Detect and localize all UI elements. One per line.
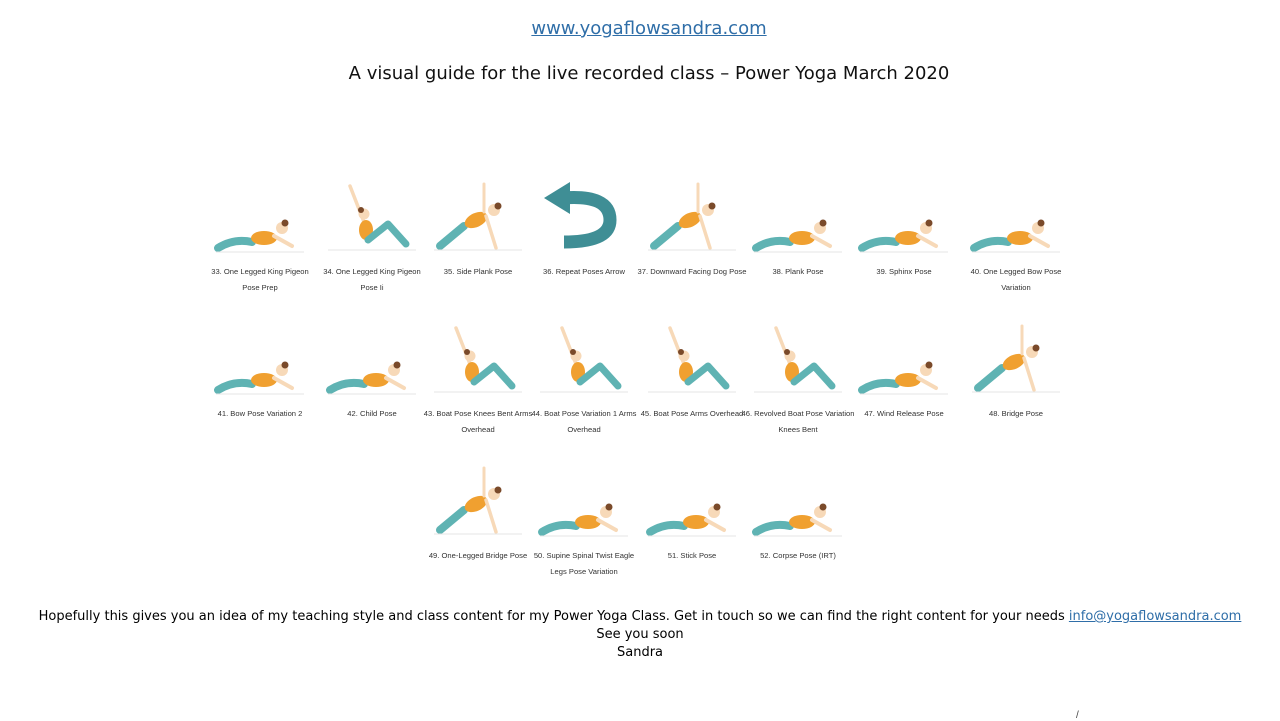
pose-caption: 40. One Legged Bow Pose Variation xyxy=(970,267,1062,292)
bridge-figure xyxy=(968,322,1064,402)
downward-dog-figure xyxy=(644,180,740,260)
wind-release-figure xyxy=(856,322,952,402)
pose-caption: 42. Child Pose xyxy=(347,409,397,418)
side-plank-figure xyxy=(430,180,526,260)
pose-36 xyxy=(526,180,642,280)
boat-variation-figure xyxy=(536,322,632,402)
pose-34 xyxy=(314,180,430,296)
pose-caption: 45. Boat Pose Arms Overhead xyxy=(640,409,744,418)
supine-twist-figure xyxy=(536,464,632,544)
site-link[interactable]: www.yogaflowsandra.com xyxy=(531,18,767,39)
boat-arms-overhead-figure xyxy=(644,322,740,402)
pose-caption: 44. Boat Pose Variation 1 Arms Overhead xyxy=(531,409,637,434)
pose-caption: 43. Boat Pose Knees Bent Arms Overhead xyxy=(423,409,533,434)
pose-caption: 52. Corpse Pose (IRT) xyxy=(760,551,836,560)
pose-44 xyxy=(526,322,642,438)
pose-38 xyxy=(740,180,856,280)
child-pose-figure xyxy=(324,322,420,402)
one-legged-bow-figure xyxy=(968,180,1064,260)
one-legged-king-pigeon-ii-figure xyxy=(324,180,420,260)
pose-caption: 36. Repeat Poses Arrow xyxy=(543,267,625,276)
email-link[interactable]: info@yogaflowsandra.com xyxy=(1068,609,1242,624)
footer-message: Hopefully this gives you an idea of my teaching style and class content for my Power Yoga Class. Get in touch so we can find the right content for your needs xyxy=(38,609,1069,624)
pose-caption: 35. Side Plank Pose xyxy=(443,267,513,276)
pose-45 xyxy=(634,322,750,422)
pose-caption: 49. One-Legged Bridge Pose xyxy=(428,551,528,560)
pose-caption: 38. Plank Pose xyxy=(772,267,824,276)
pose-caption: 37. Downward Facing Dog Pose xyxy=(637,267,747,276)
one-legged-bridge-figure xyxy=(430,464,526,544)
pose-caption: 50. Supine Spinal Twist Eagle Legs Pose Variation xyxy=(533,551,635,576)
pose-50 xyxy=(526,464,642,580)
pose-caption: 34. One Legged King Pigeon Pose Ii xyxy=(323,267,421,292)
bow-variation-figure xyxy=(212,322,308,402)
pose-43 xyxy=(420,322,536,438)
footer xyxy=(0,608,1280,662)
pose-49 xyxy=(420,464,536,564)
pose-41 xyxy=(202,322,318,422)
pose-47 xyxy=(846,322,962,422)
pose-52 xyxy=(740,464,856,564)
revolved-boat-figure xyxy=(750,322,846,402)
footer-see-you: See you soon xyxy=(596,627,684,642)
boat-knees-bent-figure xyxy=(430,322,526,402)
pose-46 xyxy=(740,322,856,438)
pose-48 xyxy=(958,322,1074,422)
pose-caption: 51. Stick Pose xyxy=(667,551,717,560)
pose-40 xyxy=(958,180,1074,296)
pose-37 xyxy=(634,180,750,280)
sphinx-figure xyxy=(856,180,952,260)
pose-39 xyxy=(846,180,962,280)
corner-mark: / xyxy=(1076,710,1079,721)
pose-51 xyxy=(634,464,750,564)
pose-33 xyxy=(202,180,318,296)
footer-message-line xyxy=(0,608,1280,626)
page-subtitle: A visual guide for the live recorded class – Power Yoga March 2020 xyxy=(348,63,950,84)
corpse-pose-figure xyxy=(750,464,846,544)
footer-signature: Sandra xyxy=(616,645,664,660)
pose-caption: 33. One Legged King Pigeon Pose Prep xyxy=(211,267,309,292)
plank-figure xyxy=(750,180,846,260)
one-legged-king-pigeon-prep-figure xyxy=(212,180,308,260)
pose-caption: 41. Bow Pose Variation 2 xyxy=(217,409,303,418)
repeat-arrow-icon xyxy=(536,180,632,260)
pose-42 xyxy=(314,322,430,422)
pose-caption: 48. Bridge Pose xyxy=(988,409,1044,418)
pose-35 xyxy=(420,180,536,280)
pose-caption: 47. Wind Release Pose xyxy=(864,409,944,418)
stick-pose-figure xyxy=(644,464,740,544)
pose-caption: 39. Sphinx Pose xyxy=(876,267,932,276)
pose-caption: 46. Revolved Boat Pose Variation Knees Bent xyxy=(741,409,855,434)
